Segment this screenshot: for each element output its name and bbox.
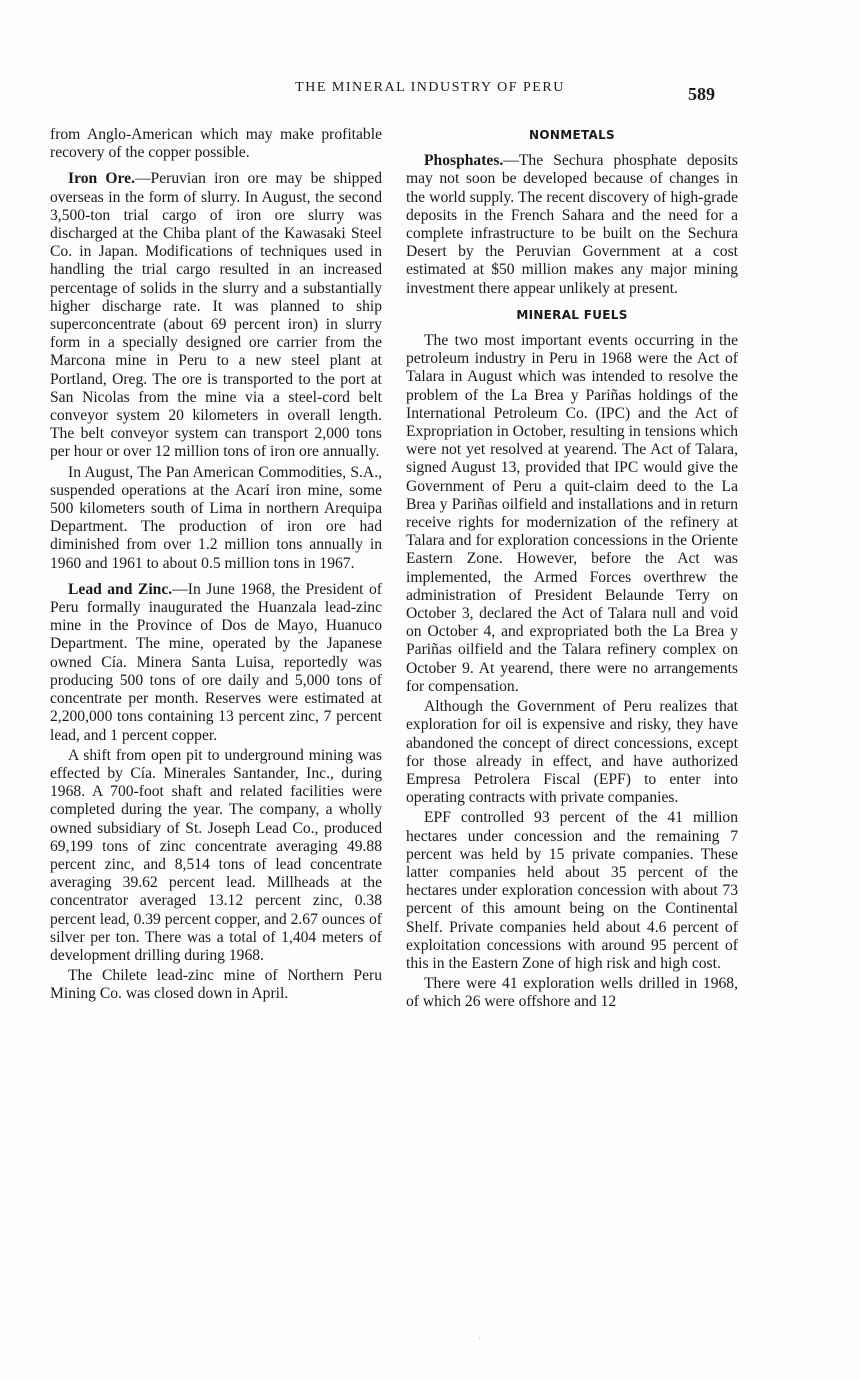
nonmetals-heading: NONMETALS [529, 128, 615, 142]
page-number: 589 [688, 84, 715, 104]
lead-zinc-paragraph-3: The Chilete lead-zinc mine of Northern Peru Mining Co. was closed down in April. [50, 967, 382, 1003]
scan-mark: · [478, 1334, 481, 1343]
running-title: THE MINERAL INDUSTRY OF PERU [295, 80, 565, 95]
phosphates-heading: Phosphates. [424, 152, 504, 170]
phosphates-text: —The Sechura phosphate deposits may not soon be developed because of changes in the world supply. The recent discovery of high-grade deposits in the French Sahara and the need for a complete infrastructure to be built on the Sechura Desert by the Peruvian Government at a cost estimated at $50 million makes any major mining investment there appear unlikely at present. [406, 152, 738, 297]
lead-zinc-heading: Lead and Zinc. [68, 580, 173, 598]
left-column [50, 126, 382, 1006]
fuels-paragraph-3: EPF controlled 93 percent of the 41 million hectares under concession and the remaining 7 percent was held by 15 private companies. These latter companies held about 35 percent of the hectares under exploration concession with about 73 percent of this amount being on the Continental Shelf. Private companies held about 4.6 percent of exploitation concessions with around 95 percent of this in the Eastern Zone of high risk and high cost. [406, 809, 738, 972]
mineral-fuels-heading: MINERAL FUELS [516, 307, 628, 322]
fuels-paragraph-4: There were 41 exploration wells drilled in 1968, of which 26 were offshore and 12 [406, 975, 738, 1011]
intro-paragraph: from Anglo-American which may make profitable recovery of the copper possible. [50, 126, 382, 162]
iron-ore-text: —Peruvian iron ore may be shipped overseas in the form of slurry. In August, the second 3,500-ton trial cargo of iron ore slurry was discharged at the Chiba plant of the Kawasaki Steel Co. in Japan. Modifications of techniques used in handling the trial cargo resulted in an increased percentage of solids in the slurry and a substantially higher discharge rate. It was planned to ship superconcentrate (about 69 percent iron) in slurry form in a specially designed ore carrier from the Marcona mine in Peru to a new steel plant at Portland, Oreg. The ore is transported to the port at San Nicolas from the mine via a steel-cord belt conveyor system 20 kilometers in overall length. The belt conveyor system can transport 2,000 tons per hour or over 12 million tons of iron ore annually. [50, 170, 382, 461]
iron-ore-paragraph [50, 170, 382, 461]
iron-ore-heading: Iron Ore. [68, 170, 135, 188]
lead-zinc-text: —In June 1968, the President of Peru formally inaugurated the Huanzala lead-zinc mine in the Province of Dos de Mayo, Huanuco Department. The mine, operated by the Japanese owned Cía. Minera Santa Luisa, reportedly was producing 500 tons of ore daily and 5,000 tons of concentrate per month. Reserves were estimated at 2,200,000 tons containing 13 percent zinc, 7 percent lead, and 1 percent copper. [50, 580, 382, 744]
right-column [406, 126, 738, 1014]
fuels-paragraph-2: Although the Government of Peru realizes that exploration for oil is expensive and risky, they have abandoned the concept of direct concessions, except for those already in effect, and have authorized Empresa Petrolera Fiscal (EPF) to enter into operating contracts with private companies. [406, 698, 738, 807]
fuels-paragraph-1: The two most important events occurring in the petroleum industry in Peru in 1968 were the Act of Talara in August which was intended to resolve the problem of the La Brea y Pariñas holdings of the International Petroleum Co. (IPC) and the Act of Expropriation in October, resulting in tensions which were not yet resolved at yearend. The Act of Talara, signed August 13, provided that IPC would give the Government of Peru a quit-claim deed to the La Brea y Pariñas oilfield and installations and in return receive rights for modernization of the refinery at Talara and for exploration concessions in the Oriente Eastern Zone. However, before the Act was implemented, the Armed Forces overthrew the administration of President Belaunde Terry on October 3, declared the Act of Talara null and void on October 4, and expropriated both the La Brea y Pariñas oilfield and the Talara refinery complex on October 9. At yearend, there were no arrangements for compensation. [406, 332, 738, 695]
lead-zinc-paragraph [50, 581, 382, 745]
lead-zinc-paragraph-2: A shift from open pit to underground mining was effected by Cía. Minerales Santander, Inc., during 1968. A 700-foot shaft and related facilities were completed during the year. The company, a wholly owned subsidiary of St. Joseph Lead Co., produced 69,199 tons of zinc concentrate averaging 49.88 percent zinc, and 8,514 tons of lead concentrate averaging 39.62 percent lead. Millheads at the concentrator averaged 13.12 percent zinc, 0.38 percent lead, 0.39 percent copper, and 2.67 ounces of silver per ton. There was a total of 1,404 meters of development drilling during 1968. [50, 746, 382, 964]
phosphates-paragraph [406, 152, 738, 298]
iron-ore-paragraph-2: In August, The Pan American Commodities, S.A., suspended operations at the Acarí iron mine, some 500 kilometers south of Lima in northern Arequipa Department. The production of iron ore had diminished from over 1.2 million tons annually in 1960 and 1961 to about 0.5 million tons in 1967. [50, 463, 382, 572]
